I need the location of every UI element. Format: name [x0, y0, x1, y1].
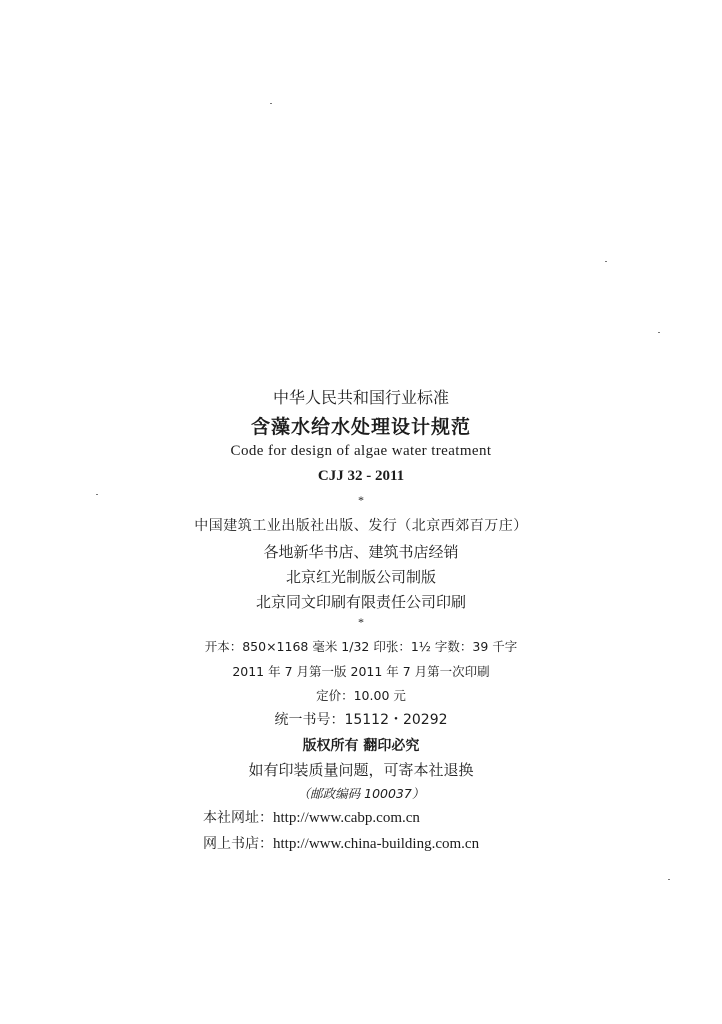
standard-series: 中华人民共和国行业标准 — [272, 388, 449, 407]
website-label: 本社网址： — [203, 810, 273, 826]
title-cn: 含藻水给水处理设计规范 — [250, 416, 471, 438]
scan-speck — [270, 103, 272, 104]
store-label: 网上书店： — [203, 836, 273, 852]
title-en: Code for design of algae water treatment — [230, 443, 492, 459]
store-link[interactable]: http://www.china-building.com.cn — [273, 836, 480, 852]
website-link[interactable]: http://www.cabp.com.cn — [273, 810, 420, 826]
standard-code: CJJ 32 - 2011 — [317, 468, 405, 484]
separator-star: * — [358, 493, 364, 507]
printer: 北京同文印刷有限责任公司印刷 — [255, 593, 466, 611]
scan-speck — [605, 261, 607, 262]
price: 定价：10.00 元 — [316, 688, 406, 703]
separator-star: * — [358, 615, 364, 629]
publisher: 中国建筑工业出版社出版、发行（北京西郊百万庄） — [194, 518, 528, 534]
plate-maker: 北京红光制版公司制版 — [285, 568, 436, 586]
scan-speck — [658, 332, 660, 333]
postcode: （邮政编码 100037） — [297, 786, 425, 801]
distributor: 各地新华书店、建筑书店经销 — [263, 543, 459, 561]
edition-line: 2011 年 7 月第一版 2011 年 7 月第一次印刷 — [232, 664, 490, 679]
return-notice: 如有印装质量问题，可寄本社退换 — [248, 761, 474, 779]
website-row — [203, 807, 420, 827]
store-row — [203, 833, 479, 853]
book-number: 统一书号：15112・20292 — [274, 712, 448, 728]
copyright: 版权所有 翻印必究 — [302, 738, 420, 754]
format-line: 开本：850×1168 毫米 1/32 印张：1½ 字数：39 千字 — [204, 639, 518, 654]
scan-speck — [668, 879, 670, 880]
